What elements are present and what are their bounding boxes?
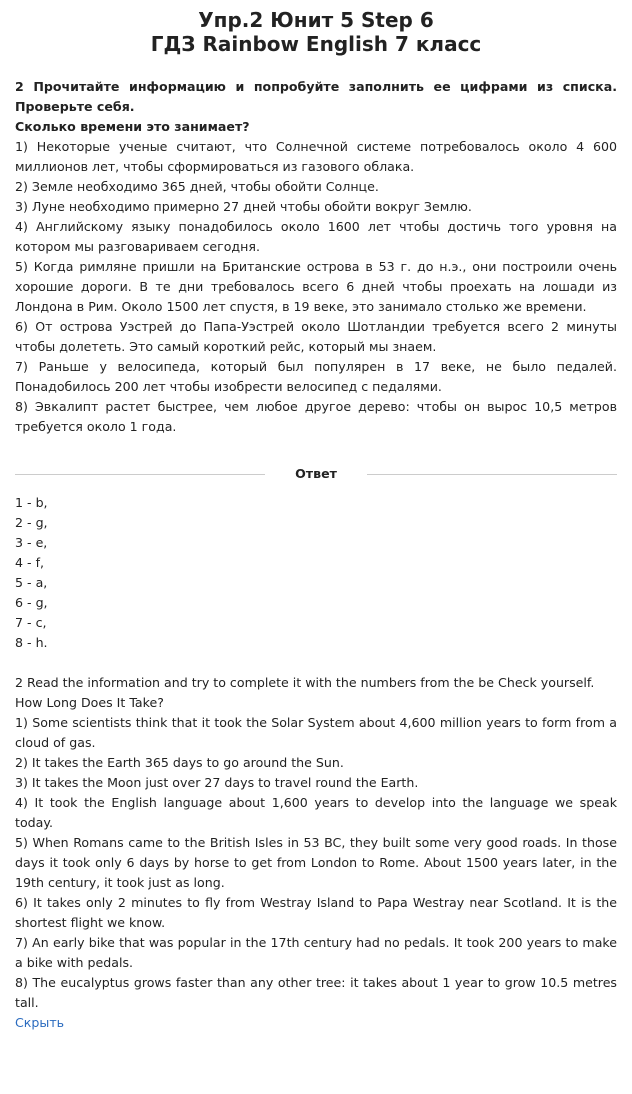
task-item: 8) Эвкалипт растет быстрее, чем любое другое дерево: чтобы он вырос 10,5 метров требуется около 1 года. [15,399,617,434]
task-item: 6) От острова Уэстрей до Папа-Уэстрей около Шотландии требуется всего 2 минуты чтобы долететь. Это самый короткий рейс, который мы знаем. [15,319,617,354]
answer-list [15,493,617,653]
task-item-en: 2) It takes the Earth 365 days to go around the Sun. [15,755,344,770]
task-item: 4) Английскому языку понадобилось около 1600 лет чтобы достичь того уровня на котором мы разговариваем сегодня. [15,219,617,254]
answer-item: 1 - b, [15,495,48,510]
task-item-en: 6) It takes only 2 minutes to fly from Westray Island to Papa Westray near Scotland. It is the shortest flight we know. [15,895,617,930]
task-item: 1) Некоторые ученые считают, что Солнечной системе потребовалось около 4 600 миллионов лет, чтобы сформироваться из газового облака. [15,139,617,174]
answer-item: 3 - e, [15,535,48,550]
answer-item: 8 - h. [15,635,48,650]
task-english [15,673,617,1033]
task-heading: Сколько времени это занимает? [15,119,250,134]
answer-item: 7 - c, [15,615,47,630]
task-item: 5) Когда римляне пришли на Британские острова в 53 г. до н.э., они построили очень хорошие дороги. В те дни требовалось всего 6 дней чтобы проехать на лошади из Лондона в Рим. Около 1500 лет спустя, в 19 веке, это занимало столько же времени. [15,259,617,314]
page-title [15,8,617,56]
task-item-en: 3) It takes the Moon just over 27 days to travel round the Earth. [15,775,419,790]
task-item: 7) Раньше у велосипеда, который был популярен в 17 веке, не было педалей. Понадобилось 200 лет чтобы изобрести велосипед с педалями. [15,359,617,394]
title-line-2: ГДЗ Rainbow English 7 класс [150,32,482,56]
task-instruction-en: 2 Read the information and try to complete it with the numbers from the be Check yourself. [15,675,595,690]
separator-line-left [15,474,265,475]
hide-link[interactable]: Скрыть [15,1015,65,1030]
separator-line-right [367,474,617,475]
task-instruction: 2 Прочитайте информацию и попробуйте заполнить ее цифрами из списка. Проверьте себя. [15,79,617,114]
answer-label: Ответ [295,466,337,481]
task-item-en: 8) The eucalyptus grows faster than any other tree: it takes about 1 year to grow 10.5 metres tall. [15,975,617,1010]
task-russian [15,77,617,437]
answer-item: 6 - g, [15,595,48,610]
task-item-en: 4) It took the English language about 1,600 years to develop into the language we speak today. [15,795,617,830]
task-item-en: 5) When Romans came to the British Isles in 53 BC, they built some very good roads. In those days it took only 6 days by horse to get from London to Rome. About 1500 years later, in the 19th century, it took just as long. [15,835,617,890]
task-item-en: 1) Some scientists think that it took the Solar System about 4,600 million years to form from a cloud of gas. [15,715,617,750]
task-item-en: 7) An early bike that was popular in the 17th century had no pedals. It took 200 years to make a bike with pedals. [15,935,617,970]
task-item: 2) Земле необходимо 365 дней, чтобы обойти Солнце. [15,179,379,194]
task-heading-en: How Long Does It Take? [15,695,164,710]
answer-item: 4 - f, [15,555,45,570]
answer-item: 2 - g, [15,515,48,530]
answer-separator [15,464,617,484]
answer-item: 5 - a, [15,575,48,590]
task-item: 3) Луне необходимо примерно 27 дней чтобы обойти вокруг Землю. [15,199,472,214]
title-line-1: Упр.2 Юнит 5 Step 6 [198,8,434,32]
